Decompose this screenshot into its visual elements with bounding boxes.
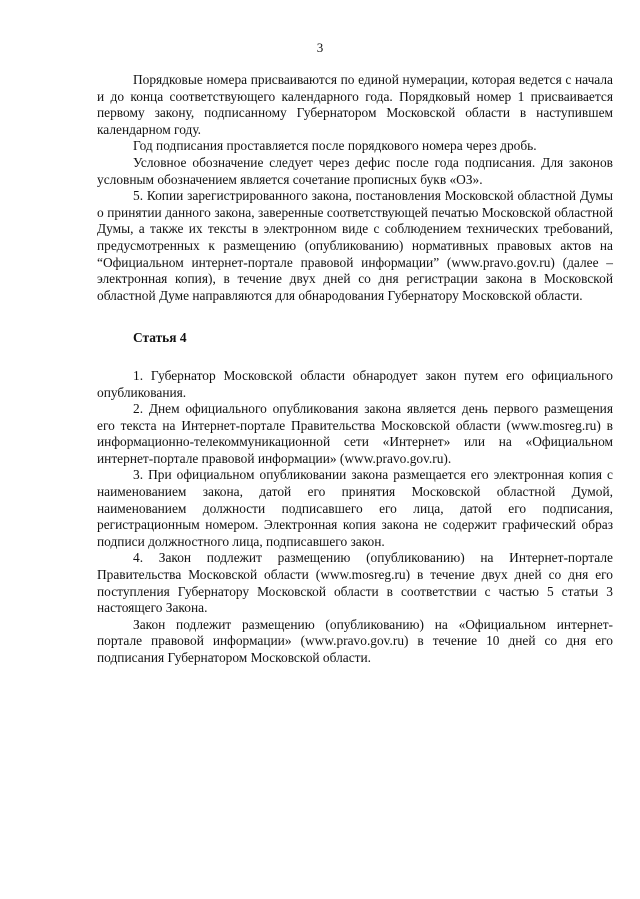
- paragraph-point-5: 5. Копии зарегистрированного закона, постановления Московской областной Думы о принятии данного закона, заверенные соответствующей печатью Московской областной Думы, а также их тексты в электронном виде с соблюдением технических требований, предусмотренных к размещению (опубликованию) нормативных правовых актов на “Официальном интернет-портале правовой информации” (www.pravo.gov.ru) (далее – электронная копия), в течение двух дней со дня регистрации закона в Московской областной Думе направляются для обнародования Губернатору Московской области.: [97, 188, 613, 303]
- article-4-point-3: 3. При официальном опубликовании закона размещается его электронная копия с наименованием закона, датой его принятия Московской областной Думой, наименованием должности подписавшего его лица, датой его подписания, регистрационным номером. Электронная копия закона не содержит графический образ подписи должностного лица, подписавшего закон.: [97, 467, 613, 549]
- article-4-point-4: 4. Закон подлежит размещению (опубликованию) на Интернет-портале Правительства Московской области (www.mosreg.ru) в течение двух дней со дня его поступления Губернатору Московской области в соответствии с частью 5 статьи 3 настоящего Закона.: [97, 550, 613, 616]
- paragraph-numbering: Порядковые номера присваиваются по единой нумерации, которая ведется с начала и до конца соответствующего календарного года. Порядковый номер 1 присваивается первому закону, подписанному Губернатором Московской области в наступившем календарном году.: [97, 72, 613, 137]
- page-number: 3: [316, 40, 324, 55]
- document-body: [97, 72, 613, 667]
- paragraph-signing-year: Год подписания проставляется после порядкового номера через дробь.: [133, 138, 537, 154]
- paragraph-designation: Условное обозначение следует через дефис после года подписания. Для законов условным обозначением является сочетание прописных букв «ОЗ».: [97, 154, 613, 187]
- article-4-heading: Статья 4: [133, 330, 187, 346]
- article-4-point-1: 1. Губернатор Московской области обнародует закон путем его официального опубликования.: [97, 367, 613, 400]
- article-4-point-4-continued: Закон подлежит размещению (опубликованию) на «Официальном интернет-портале правовой информации» (www.pravo.gov.ru) в течение 10 дней со дня его подписания Губернатором Московской области.: [97, 616, 613, 665]
- article-4-point-2: 2. Днем официального опубликования закона является день первого размещения его текста на Интернет-портале Правительства Московской области (www.mosreg.ru) в информационно-телекоммуникационной сети «Интернет» или на «Официальном интернет-портале правовой информации» (www.pravo.gov.ru).: [97, 401, 613, 466]
